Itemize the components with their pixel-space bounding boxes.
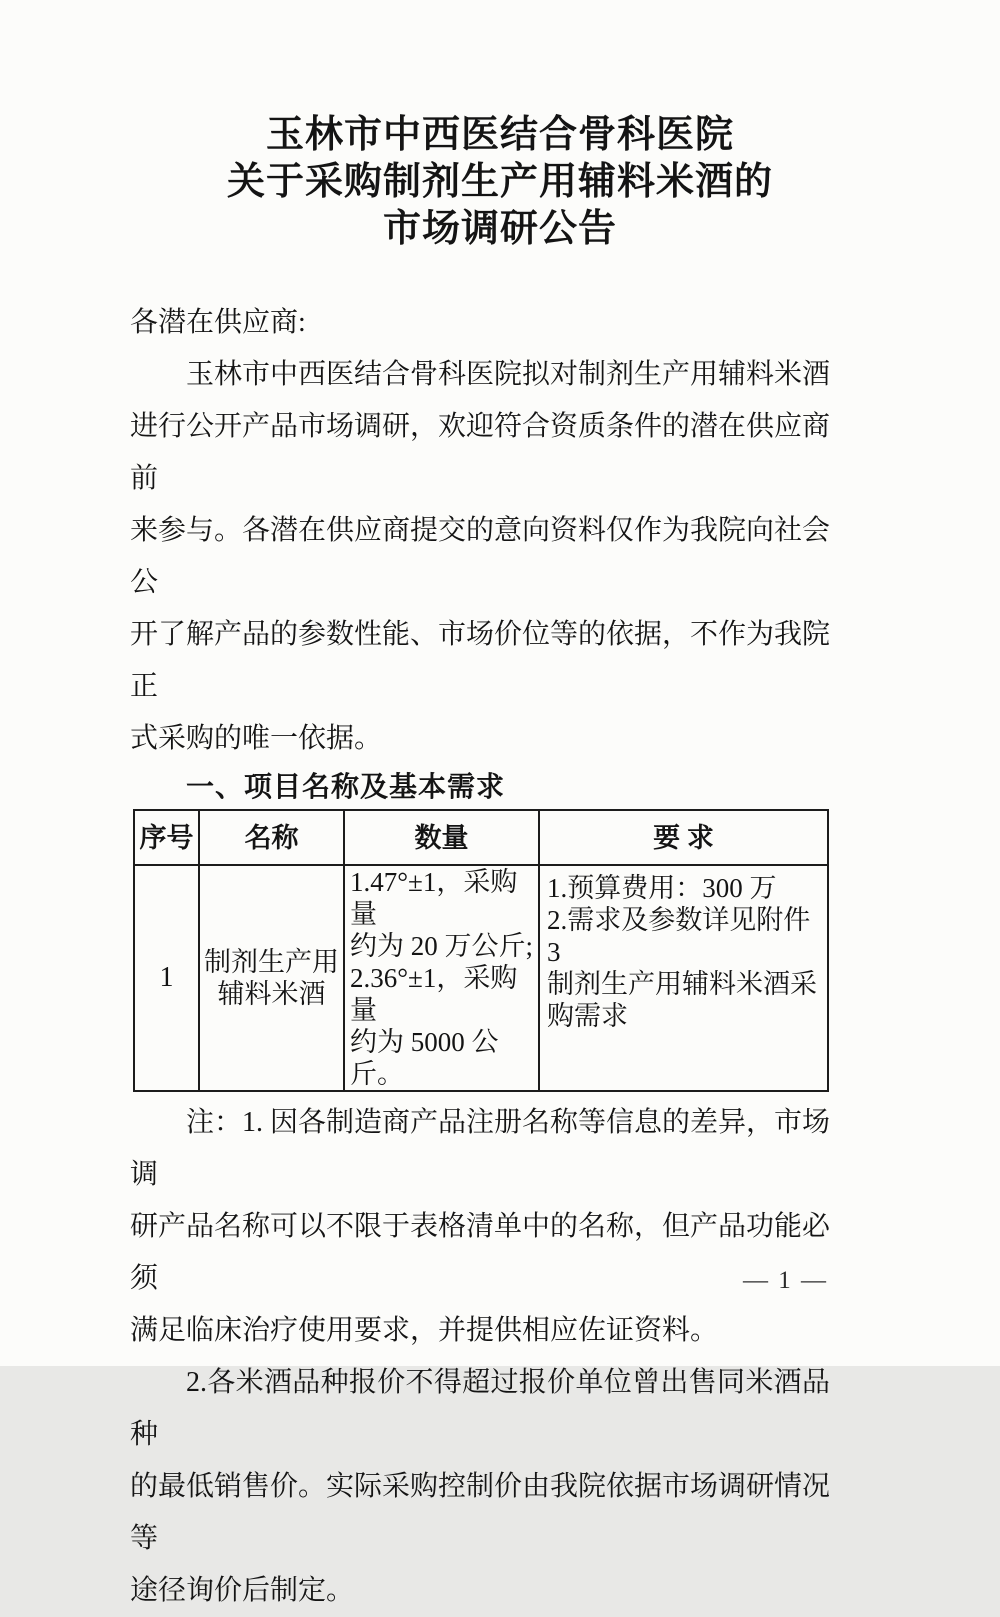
section-1-heading: 一、项目名称及基本需求 [186,771,506,802]
requirement-line: 2.需求及参数详见附件 3 [547,905,811,967]
name-line: 辅料米酒 [217,979,326,1009]
intro-line: 来参与。各潜在供应商提交的意向资料仅作为我院向社会公 [130,515,831,598]
cell-name [199,865,344,1091]
intro-line: 式采购的唯一依据。 [130,723,383,754]
name-line: 制剂生产用 [204,947,339,977]
intro-line: 开了解产品的参数性能、市场价位等的依据，不作为我院正 [130,619,831,702]
intro-paragraph [130,349,830,765]
note1-line: 研产品名称可以不限于表格清单中的名称，但产品功能必须 [130,1211,831,1294]
quantity-line: 2.36°±1，采购量 [350,963,518,1025]
note1-line: 注：1. 因各制造商产品注册名称等信息的差异，市场调 [130,1107,831,1190]
note2-line: 途径询价后制定。 [130,1575,355,1606]
intro-line: 玉林市中西医结合骨科医院拟对制剂生产用辅料米酒 [186,359,831,390]
title-line-3: 市场调研公告 [382,208,617,250]
cell-quantity [344,865,539,1091]
document-body [130,297,830,1617]
note-paragraph-1 [130,1097,830,1357]
column-header-seq: 序号 [134,810,199,865]
requirement-line: 购需求 [547,1001,628,1031]
quantity-line: 约为 5000 公斤。 [350,1027,499,1089]
requirement-line: 制剂生产用辅料米酒采 [547,969,817,999]
cell-seq: 1 [134,865,199,1091]
column-header-requirements: 要 求 [539,810,828,865]
salutation-paragraph [130,297,830,349]
page-number: — 1 — [743,1267,828,1294]
column-header-quantity: 数量 [344,810,539,865]
note2-line: 2.各米酒品种报价不得超过报价单位曾出售同米酒品种 [130,1367,830,1450]
document-title [0,0,1000,253]
quantity-line: 约为 20 万公斤; [350,931,534,961]
table-row [134,865,828,1091]
title-line-2: 关于采购制剂生产用辅料米酒的 [226,161,773,203]
table-header-row [134,810,828,865]
note-paragraph-2 [130,1357,830,1617]
note2-line: 的最低销售价。实际采购控制价由我院依据市场调研情况等 [130,1471,831,1554]
quantity-line: 1.47°±1，采购量 [350,867,518,929]
requirements-table [133,809,829,1092]
salutation: 各潜在供应商: [130,307,306,338]
cell-requirements [539,865,828,1091]
note1-line: 满足临床治疗使用要求，并提供相应佐证资料。 [130,1315,719,1346]
intro-line: 进行公开产品市场调研，欢迎符合资质条件的潜在供应商前 [130,411,831,494]
column-header-name: 名称 [199,810,344,865]
title-line-1: 玉林市中西医结合骨科医院 [265,114,734,156]
requirement-line: 1.预算费用：300 万 [547,873,777,903]
